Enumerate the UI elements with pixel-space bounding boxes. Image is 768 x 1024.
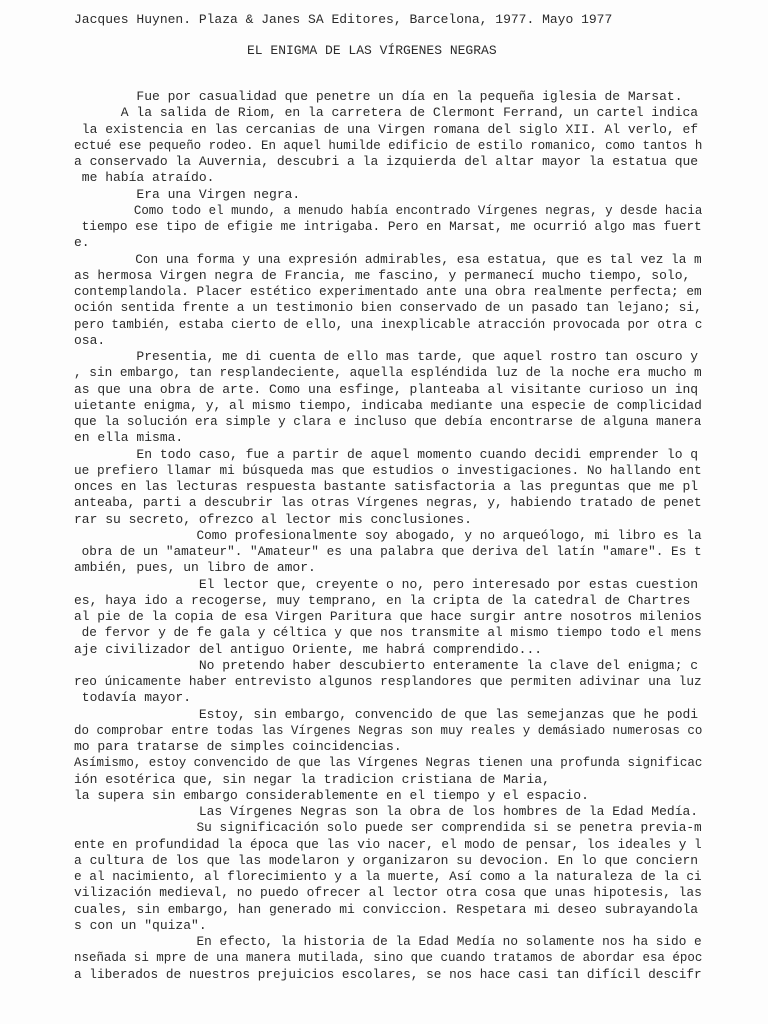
text-line: El lector que, creyente o no, pero interesado por estas cuestion <box>74 576 699 592</box>
text-line: Como todo el mundo, a menudo había encontrado Vírgenes negras, y desde hacia <box>74 202 703 218</box>
text-line: as hermosa Virgen negra de Francia, me fascino, y permanecí mucho tiempo, solo, <box>74 267 691 283</box>
text-line: No pretendo haber descubierto enteramente la clave del enigma; c <box>74 657 699 673</box>
text-line: mo para tratarse de simples coincidencias. <box>74 739 402 754</box>
text-line: a liberados de nuestros prejuicios escolares, se nos hace casi tan difícil descifr <box>74 966 702 982</box>
text-line: Fue por casualidad que penetre un día en la pequeña iglesia de Marsat. <box>74 89 683 104</box>
text-line: Estoy, sin embargo, convencido de que las semejanzas que he podi <box>74 706 699 722</box>
text-line: anteaba, parti a descubrir las otras Vírgenes negras, y, habiendo tratado de penet <box>74 495 702 511</box>
text-line: tiempo ese tipo de efigie me intrigaba. Pero en Marsat, me ocurrió algo mas fuert <box>74 219 702 234</box>
text-line: Asímismo, estoy convencido de que las Vírgenes Negras tienen una profunda significac <box>74 755 703 771</box>
text-line: la supera sin embargo considerablemente en el tiempo y el espacio. <box>74 787 589 803</box>
text-line: as que una obra de arte. Como una esfinge, planteaba al visitante curioso un inq <box>74 381 699 397</box>
text-line: rar su secreto, ofrezco al lector mis conclusiones. <box>74 511 472 527</box>
text-line: que la solución era simple y clara e incluso que debía encontrarse de alguna manera <box>74 414 702 429</box>
text-line: cuales, sin embargo, han generado mi conviccion. Respetara mi deseo subrayandola <box>74 901 699 917</box>
text-line: oción sentida frente a un testimonio bien conservado de un pasado tan lejano; si, <box>74 300 702 316</box>
text-line: contemplandola. Placer estético experimentado ante una obra realmente perfecta; em <box>74 284 702 299</box>
text-line: ión esotérica que, sin negar la tradicion cristiana de Maria, <box>74 771 550 787</box>
text-line: uietante enigma, y, al mismo tiempo, indicaba mediante una especie de complicidad <box>74 397 702 413</box>
text-line: me había atraído. <box>74 170 215 186</box>
text-line: onces en las lecturas respuesta bastante satisfactoria a las preguntas que me pl <box>74 479 699 494</box>
text-line: A la salida de Riom, en la carretera de Clermont Ferrand, un cartel indica <box>74 105 699 121</box>
text-line: la existencia en las cercanias de una Virgen romana del siglo XII. Al verlo, ef <box>74 121 699 137</box>
text-line: Las Vírgenes Negras son la obra de los hombres de la Edad Medía. <box>74 804 699 819</box>
text-line: Era una Virgen negra. <box>74 186 301 202</box>
text-line: Como profesionalmente soy abogado, y no arqueólogo, mi libro es la <box>74 527 702 543</box>
text-line: aje civilizador del antiguo Oriente, me habrá comprendido... <box>74 641 543 657</box>
text-line: e. <box>74 235 90 251</box>
text-line: reo únicamente haber entrevisto algunos resplandores que permiten adivinar una luz <box>74 674 702 689</box>
text-line: s con un "quiza". <box>74 917 207 933</box>
text-line: e al nacimiento, al florecimiento y a la muerte, Así como a la naturaleza de la ci <box>74 869 702 884</box>
text-line: En efecto, la historia de la Edad Medía no solamente nos ha sido e <box>74 934 702 949</box>
text-line: obra de un "amateur". "Amateur" es una palabra que deriva del latín "amare". Es t <box>74 544 702 559</box>
text-line: ue prefiero llamar mi búsqueda mas que estudios o investigaciones. No hallando ent <box>74 462 702 478</box>
text-line: a cultura de los que las modelaron y organizaron su devocion. En lo que conciern <box>74 852 699 868</box>
text-line: a conservado la Auvernia, descubri a la izquierda del altar mayor la estatua que <box>74 154 699 169</box>
text-line: ambién, pues, un libro de amor. <box>74 560 316 576</box>
text-line: Presentia, me di cuenta de ello mas tarde, que aquel rostro tan oscuro y <box>74 349 699 364</box>
text-line: Su significación solo puede ser comprendida si se penetra previa-m <box>74 820 702 836</box>
text-line: ente en profundidad la época que las vio nacer, el modo de pensar, los ideales y l <box>74 836 702 852</box>
text-line: ectué ese pequeño rodeo. En aquel humilde edificio de estilo romanico, como tantos h <box>74 137 703 153</box>
text-line: al pie de la copia de esa Virgen Paritura que hace surgir antre nosotros milenios <box>74 609 702 624</box>
text-line: pero también, estaba cierto de ello, una inexplicable atracción provocada por otra c <box>74 316 703 332</box>
text-line: , sin embargo, tan resplandeciente, aquella espléndida luz de la noche era mucho m <box>74 365 702 381</box>
text-line: es, haya ido a recogerse, muy temprano, en la cripta de la catedral de Chartres <box>74 592 691 608</box>
text-line: Con una forma y una expresión admirables, esa estatua, que es tal vez la m <box>74 251 702 267</box>
text-line: En todo caso, fue a partir de aquel momento cuando decidi emprender lo q <box>74 446 699 462</box>
text-line: vilización medieval, no puedo ofrecer al lector otra cosa que unas hipotesis, las <box>74 885 702 901</box>
text-line: osa. <box>74 332 106 348</box>
page-title: EL ENIGMA DE LAS VÍRGENES NEGRAS <box>247 43 497 58</box>
text-line: todavía mayor. <box>74 690 192 706</box>
text-line: de fervor y de fe gala y céltica y que nos transmite al mismo tiempo todo el mens <box>74 625 702 641</box>
text-line: do comprobar entre todas las Vírgenes Negras son muy reales y demásiado numerosas co <box>74 722 703 738</box>
text-line: en ella misma. <box>74 430 184 446</box>
citation-header: Jacques Huynen. Plaza & Janes SA Editores, Barcelona, 1977. Mayo 1977 <box>74 12 613 27</box>
text-line: nseñada si mpre de una manera mutilada, sino que cuando tratamos de abordar esa époc <box>74 950 703 966</box>
